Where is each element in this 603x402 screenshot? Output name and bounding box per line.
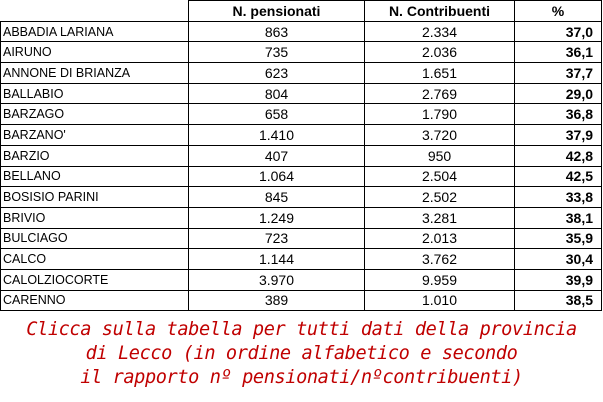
cell-contribuenti: 1.790 bbox=[365, 104, 515, 125]
table-header-row bbox=[1, 1, 602, 22]
cell-contribuenti: 950 bbox=[365, 145, 515, 166]
header-blank-cell bbox=[1, 1, 189, 22]
table-row bbox=[1, 249, 602, 270]
caption[interactable] bbox=[0, 318, 603, 390]
cell-comune: BRIVIO bbox=[1, 207, 189, 228]
cell-contribuenti: 2.334 bbox=[365, 21, 515, 42]
table-row bbox=[1, 21, 602, 42]
cell-contribuenti: 2.036 bbox=[365, 42, 515, 63]
caption-line-2: di Lecco (in ordine alfabetico e secondo bbox=[85, 343, 518, 364]
cell-comune: CALOLZIOCORTE bbox=[1, 269, 189, 290]
table-row bbox=[1, 228, 602, 249]
cell-comune: BARZAGO bbox=[1, 104, 189, 125]
cell-pensionati: 389 bbox=[189, 290, 365, 311]
cell-contribuenti: 2.769 bbox=[365, 83, 515, 104]
caption-line-1: Clicca sulla tabella per tutti dati della provincia bbox=[26, 319, 577, 340]
cell-percent: 37,0 bbox=[515, 21, 602, 42]
caption-line-3: il rapporto nº pensionati/nºcontribuenti) bbox=[80, 367, 523, 388]
cell-percent: 37,9 bbox=[515, 125, 602, 146]
cell-pensionati: 804 bbox=[189, 83, 365, 104]
cell-pensionati: 863 bbox=[189, 21, 365, 42]
table-row bbox=[1, 290, 602, 311]
cell-comune: BULCIAGO bbox=[1, 228, 189, 249]
cell-pensionati: 735 bbox=[189, 42, 365, 63]
header-pensionati: N. pensionati bbox=[189, 1, 365, 22]
cell-percent: 33,8 bbox=[515, 187, 602, 208]
cell-pensionati: 1.249 bbox=[189, 207, 365, 228]
cell-percent: 29,0 bbox=[515, 83, 602, 104]
table-row bbox=[1, 104, 602, 125]
cell-percent: 30,4 bbox=[515, 249, 602, 270]
cell-contribuenti: 2.504 bbox=[365, 166, 515, 187]
cell-pensionati: 845 bbox=[189, 187, 365, 208]
table-row bbox=[1, 83, 602, 104]
cell-comune: BALLABIO bbox=[1, 83, 189, 104]
cell-percent: 36,8 bbox=[515, 104, 602, 125]
table-row bbox=[1, 187, 602, 208]
cell-comune: ABBADIA LARIANA bbox=[1, 21, 189, 42]
table-body bbox=[1, 21, 602, 311]
cell-percent: 36,1 bbox=[515, 42, 602, 63]
cell-percent: 42,8 bbox=[515, 145, 602, 166]
cell-comune: AIRUNO bbox=[1, 42, 189, 63]
cell-contribuenti: 3.762 bbox=[365, 249, 515, 270]
cell-contribuenti: 1.010 bbox=[365, 290, 515, 311]
cell-pensionati: 407 bbox=[189, 145, 365, 166]
cell-percent: 42,5 bbox=[515, 166, 602, 187]
cell-percent: 35,9 bbox=[515, 228, 602, 249]
cell-percent: 39,9 bbox=[515, 269, 602, 290]
cell-comune: BOSISIO PARINI bbox=[1, 187, 189, 208]
cell-contribuenti: 3.281 bbox=[365, 207, 515, 228]
table-row bbox=[1, 42, 602, 63]
cell-contribuenti: 1.651 bbox=[365, 63, 515, 84]
cell-comune: ANNONE DI BRIANZA bbox=[1, 63, 189, 84]
cell-pensionati: 3.970 bbox=[189, 269, 365, 290]
cell-pensionati: 1.064 bbox=[189, 166, 365, 187]
table-row bbox=[1, 125, 602, 146]
cell-contribuenti: 2.502 bbox=[365, 187, 515, 208]
cell-contribuenti: 9.959 bbox=[365, 269, 515, 290]
header-contribuenti: N. Contribuenti bbox=[365, 1, 515, 22]
cell-percent: 38,1 bbox=[515, 207, 602, 228]
cell-percent: 38,5 bbox=[515, 290, 602, 311]
cell-pensionati: 623 bbox=[189, 63, 365, 84]
caption-link[interactable] bbox=[0, 318, 603, 390]
cell-contribuenti: 2.013 bbox=[365, 228, 515, 249]
cell-pensionati: 723 bbox=[189, 228, 365, 249]
table-row bbox=[1, 207, 602, 228]
cell-comune: CARENNO bbox=[1, 290, 189, 311]
cell-percent: 37,7 bbox=[515, 63, 602, 84]
cell-contribuenti: 3.720 bbox=[365, 125, 515, 146]
cell-pensionati: 1.410 bbox=[189, 125, 365, 146]
cell-pensionati: 658 bbox=[189, 104, 365, 125]
cell-comune: BARZANO' bbox=[1, 125, 189, 146]
table-row bbox=[1, 166, 602, 187]
cell-comune: BARZIO bbox=[1, 145, 189, 166]
cell-comune: CALCO bbox=[1, 249, 189, 270]
cell-comune: BELLANO bbox=[1, 166, 189, 187]
table-row bbox=[1, 145, 602, 166]
cell-pensionati: 1.144 bbox=[189, 249, 365, 270]
table-row bbox=[1, 269, 602, 290]
header-percent: % bbox=[515, 1, 602, 22]
table-row bbox=[1, 63, 602, 84]
